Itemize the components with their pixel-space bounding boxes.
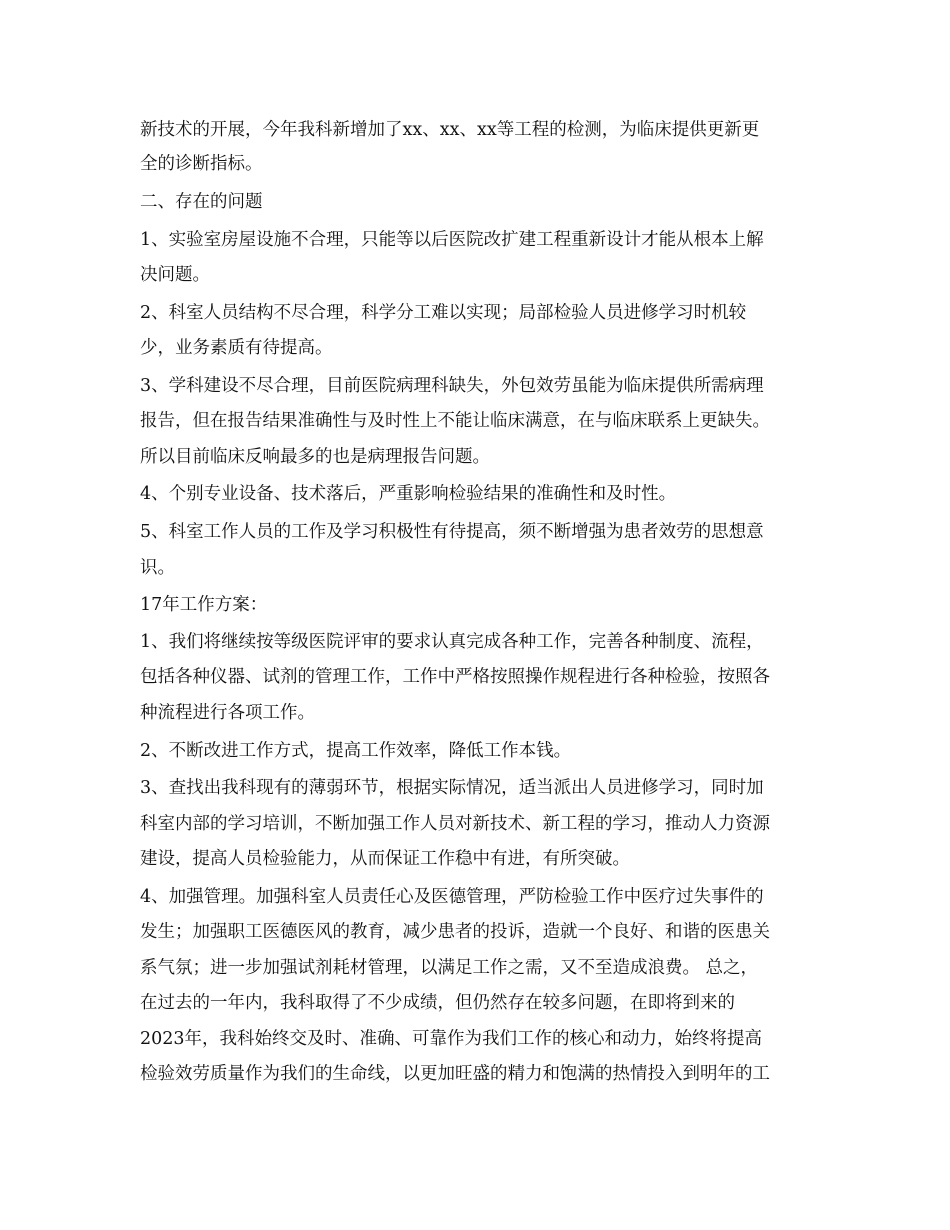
text-line: 检验效劳质量作为我们的生命线，以更加旺盛的精力和饱满的热情投入到明年的工	[140, 1064, 770, 1084]
text-line: 2、不断改进工作方式，提高工作效率，降低工作本钱。	[140, 741, 572, 761]
text-line: 包括各种仪器、试剂的管理工作，工作中严格按照操作规程进行各种检验，按照各	[140, 667, 770, 687]
text-line: 2、科室人员结构不尽合理，科学分工难以实现；局部检验人员进修学习时机较	[140, 303, 747, 323]
text-line: 4、加强管理。加强科室人员责任心及医德管理，严防检验工作中医疗过失事件的	[140, 887, 764, 907]
text-line: 建设，提高人员检验能力，从而保证工作稳中有进，有所突破。	[140, 849, 630, 869]
text-line: 4、个别专业设备、技术落后，严重影响检验结果的准确性和及时性。	[140, 484, 677, 504]
text-line: 3、查找出我科现有的薄弱环节，根据实际情况，适当派出人员进修学习，同时加	[140, 778, 764, 798]
text-line: 1、我们将继续按等级医院评审的要求认真完成各种工作，完善各种制度、流程，	[140, 632, 764, 652]
text-line: 种流程进行各项工作。	[140, 703, 315, 723]
text-line: 报告，但在报告结果准确性与及时性上不能让临床满意，在与临床联系上更缺失。	[140, 411, 770, 431]
text-line: 2023年，我科始终交及时、准确、可靠作为我们工作的核心和动力，始终将提高	[140, 1029, 763, 1049]
text-line: 决问题。	[140, 265, 210, 285]
text-line: 新技术的开展，今年我科新增加了xx、xx、xx等工程的检测，为临床提供更新更	[140, 120, 760, 140]
text-line: 所以目前临床反响最多的也是病理报告问题。	[140, 447, 490, 467]
text-line: 3、学科建设不尽合理，目前医院病理科缺失，外包效劳虽能为临床提供所需病理	[140, 376, 764, 396]
text-line: 少，业务素质有待提高。	[140, 338, 333, 358]
text-line: 全的诊断指标。	[140, 154, 263, 174]
text-line: 5、科室工作人员的工作及学习积极性有待提高，须不断增强为患者效劳的思想意	[140, 522, 764, 542]
text-line: 1、实验室房屋设施不合理，只能等以后医院改扩建工程重新设计才能从根本上解	[140, 230, 764, 250]
text-line: 识。	[140, 558, 175, 578]
section-heading: 17年工作方案：	[140, 595, 268, 615]
text-line: 科室内部的学习培训，不断加强工作人员对新技术、新工程的学习，推动人力资源	[140, 814, 770, 834]
section-heading: 二、存在的问题	[140, 192, 263, 212]
text-line: 在过去的一年内，我科取得了不少成绩，但仍然存在较多问题，在即将到来的	[140, 993, 735, 1013]
text-line: 发生；加强职工医德医风的教育，减少患者的投诉，造就一个良好、和谐的医患关	[140, 922, 770, 942]
text-line: 系气氛；进一步加强试剂耗材管理，以满足工作之需，又不至造成浪费。 总之，	[140, 958, 759, 978]
